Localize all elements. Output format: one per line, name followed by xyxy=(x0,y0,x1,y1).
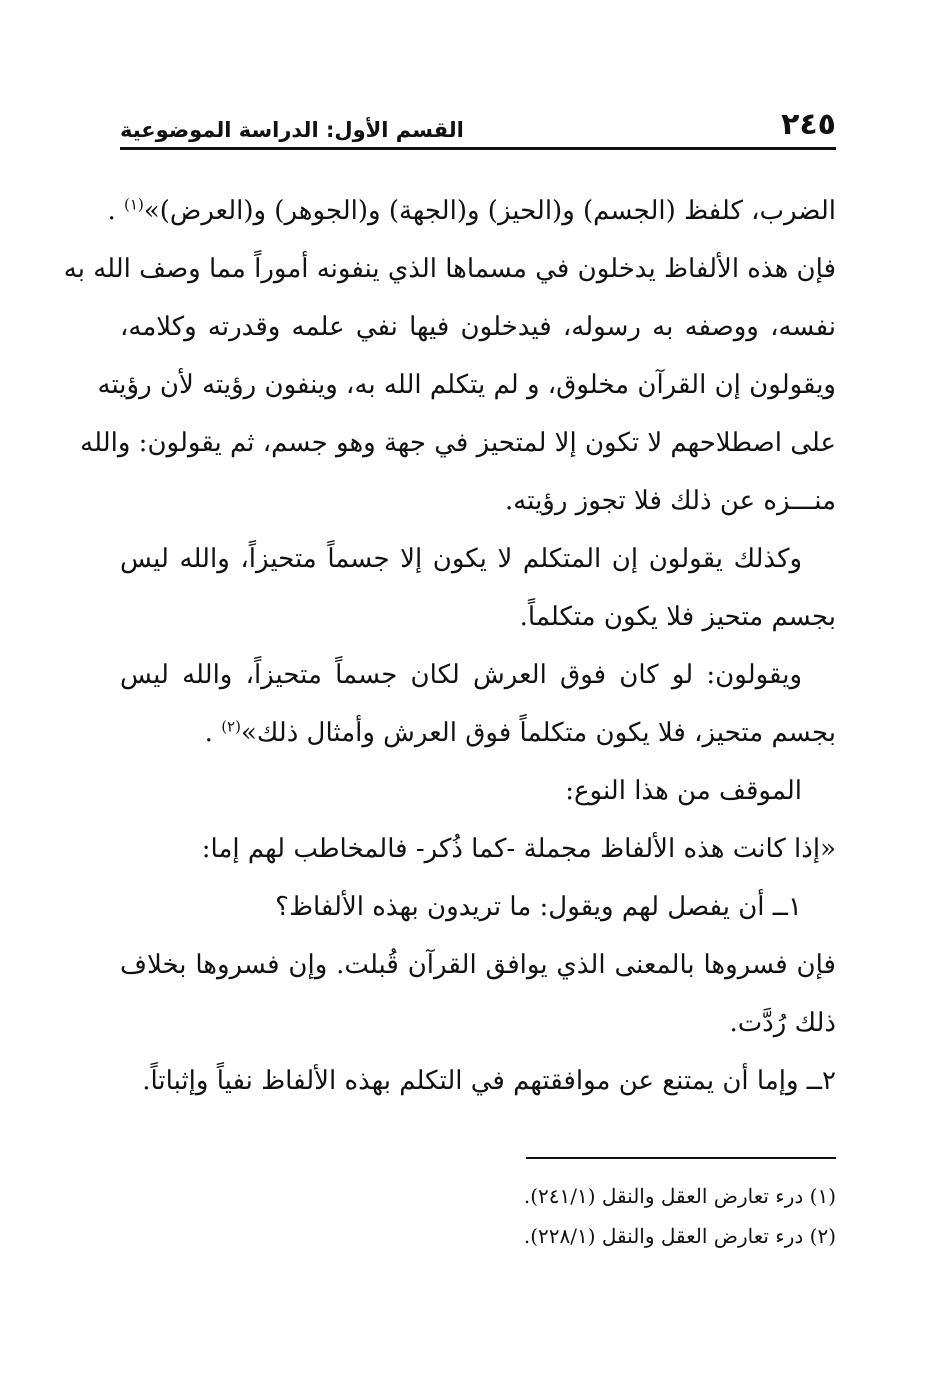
text-line: بجسم متحيز، فلا يكون متكلماً فوق العرش وأمثال ذلك»$^{(٢)}$ . xyxy=(204,717,836,748)
list-item: ٢ــ وإما أن يمتنع عن موافقتهم في التكلم بهذه الألفاظ نفياً وإثباتاً. xyxy=(142,1066,836,1096)
page-number: ٢٤٥ xyxy=(781,107,836,142)
footnote: (١) درء تعارض العقل والنقل (٢٤١/١). xyxy=(523,1184,836,1208)
text-line: فإن هذه الألفاظ يدخلون في مسماها الذي ينفونه أموراً مما وصف الله به xyxy=(63,254,836,284)
footnotes xyxy=(120,1176,836,1256)
text-line: «إذا كانت هذه الألفاظ مجملة -كما ذُكر- فالمخاطب لهم إما: xyxy=(201,834,836,864)
text-line: على اصطلاحهم لا تكون إلا لمتحيز في جهة وهو جسم، ثم يقولون: والله xyxy=(80,428,836,458)
text-line: منـــزه عن ذلك فلا تجوز رؤيته. xyxy=(505,486,836,516)
text-line: ذلك رُدَّت. xyxy=(729,1008,836,1038)
text-line: فإن فسروها بالمعنى الذي يوافق القرآن قُبلت. وإن فسروها بخلاف xyxy=(120,950,836,980)
header-rule xyxy=(120,147,836,150)
running-title: القسم الأول: الدراسة الموضوعية xyxy=(120,118,464,142)
text-line: بجسم متحيز فلا يكون متكلماً. xyxy=(519,602,836,632)
section-heading: الموقف من هذا النوع: xyxy=(565,776,802,806)
text-line: نفسه، ووصفه به رسوله، فيدخلون فيها نفي علمه وقدرته وكلامه، xyxy=(120,312,836,342)
footnote-rule xyxy=(526,1157,836,1159)
footnote-ref: (٢) xyxy=(221,717,241,736)
body-text xyxy=(63,182,836,1110)
text-line: ويقولون إن القرآن مخلوق، و لم يتكلم الله به، وينفون رؤيته لأن رؤيته xyxy=(97,370,836,400)
text-line: الضرب، كلفظ (الجسم) و(الحيز) و(الجهة) و(الجوهر) و(العرض)»$^{(١)}$ . xyxy=(107,195,836,226)
list-item: ١ــ أن يفصل لهم ويقول: ما تريدون بهذه الألفاظ؟ xyxy=(275,892,802,922)
footnote: (٢) درء تعارض العقل والنقل (٢٢٨/١). xyxy=(523,1224,836,1248)
footnote-ref: (١) xyxy=(124,195,144,214)
text-line: وكذلك يقولون إن المتكلم لا يكون إلا جسماً متحيزاً، والله ليس xyxy=(120,544,802,574)
text-line: ويقولون: لو كان فوق العرش لكان جسماً متحيزاً، والله ليس xyxy=(120,660,802,690)
page-header xyxy=(120,106,836,142)
